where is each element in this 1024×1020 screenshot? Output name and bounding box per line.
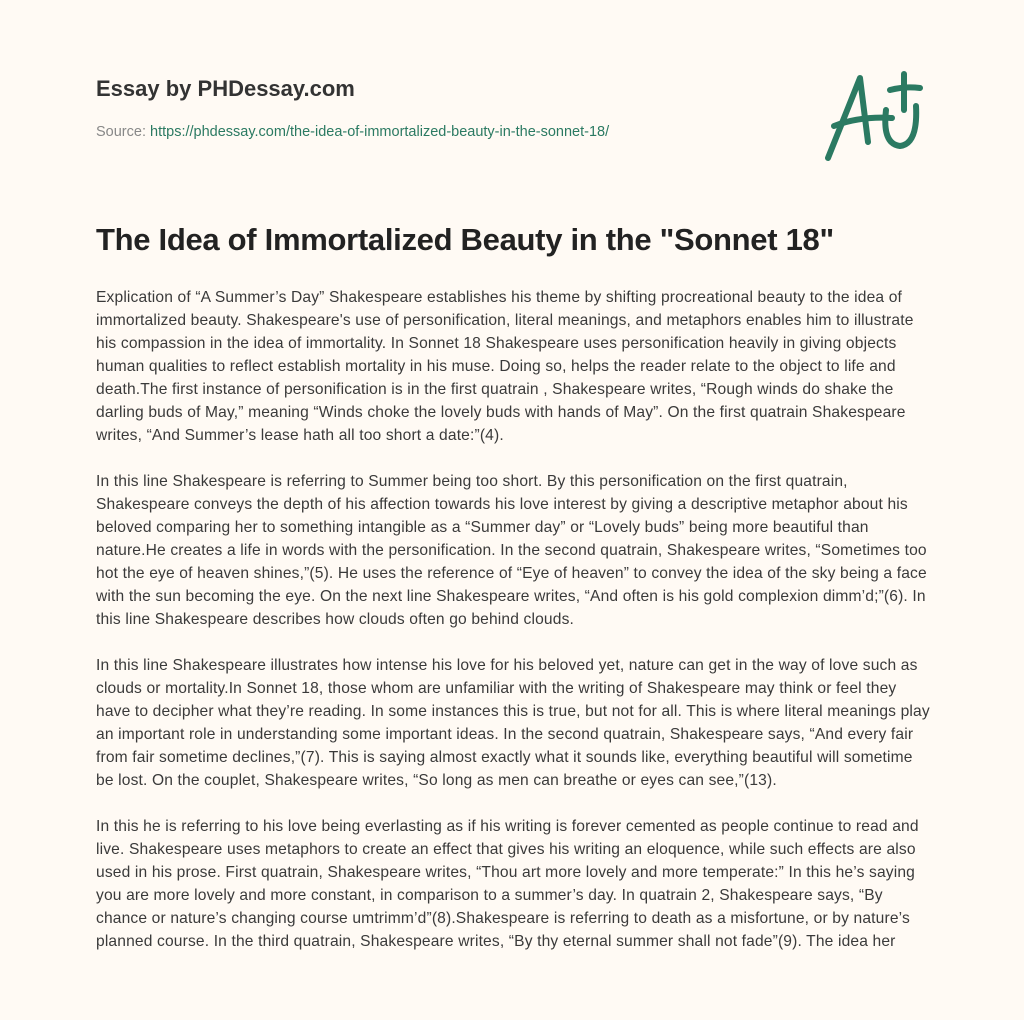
source-link[interactable]: https://phdessay.com/the-idea-of-immortalized-beauty-in-the-sonnet-18/	[150, 124, 610, 140]
a-plus-logo-icon	[820, 66, 930, 166]
brand-title: Essay by PHDessay.com	[96, 76, 355, 101]
article-body	[96, 286, 932, 976]
paragraph: Explication of “A Summer’s Day” Shakespeare establishes his theme by shifting procreational beauty to the idea of immortalized beauty. Shakespeare's use of personification, literal meanings, and metaphors enables him to illustrate his compassion in the idea of immortality. In Sonnet 18 Shakespeare uses personification heavily in giving objects human qualities to reflect establish mortality in his muse. Doing so, helps the reader relate to the object to life and death.The first instance of personification is in the first quatrain , Shakespeare writes, “Rough winds do shake the darling buds of May,” meaning “Winds choke the lovely buds with hands of May”. On the first quatrain Shakespeare writes, “And Summer’s lease hath all too short a date:”(4).	[96, 289, 914, 444]
paragraph: In this he is referring to his love being everlasting as if his writing is forever cemented as people continue to read and live. Shakespeare uses metaphors to create an effect that gives his writing an eloquence, while such effects are also used in his prose. First quatrain, Shakespeare writes, “Thou art more lovely and more temperate:” In this he’s saying you are more lovely and more constant, in comparison to a summer’s day. In quatrain 2, Shakespeare says, “By chance or nature’s changing course umtrimm’d”(8).Shakespeare is referring to death as a misfortune, or by nature’s planned course. In the third quatrain, Shakespeare writes, “By thy eternal summer shall not fade”(9). The idea her	[96, 818, 919, 950]
source-label: Source:	[96, 124, 146, 140]
source-line	[96, 124, 609, 140]
article-title: The Idea of Immortalized Beauty in the "Sonnet 18"	[96, 222, 834, 257]
page-header	[0, 0, 1024, 257]
paragraph: In this line Shakespeare illustrates how intense his love for his beloved yet, nature can get in the way of love such as clouds or mortality.In Sonnet 18, those whom are unfamiliar with the writing of Shakespeare may think or feel they have to decipher what they’re reading. In some instances this is true, but not for all. This is where literal meanings play an important role in understanding some important ideas. In the second quatrain, Shakespeare says, “And every fair from fair sometime declines,”(7). This is saying almost exactly what it sounds like, everything beautiful will sometime be lost. On the couplet, Shakespeare writes, “So long as men can breathe or eyes can see,”(13).	[96, 657, 930, 789]
paragraph: In this line Shakespeare is referring to Summer being too short. By this personification on the first quatrain, Shakespeare conveys the depth of his affection towards his love interest by giving a descriptive metaphor about his beloved comparing her to something intangible as a “Summer day” or “Lovely buds” being more beautiful than nature.He creates a life in words with the personification. In the second quatrain, Shakespeare writes, “Sometimes too hot the eye of heaven shines,”(5). He uses the reference of “Eye of heaven” to convey the idea of the sky being a face with the sun becoming the eye. On the next line Shakespeare writes, “And often is his gold complexion dimm’d;”(6). In this line Shakespeare describes how clouds often go behind clouds.	[96, 473, 927, 628]
